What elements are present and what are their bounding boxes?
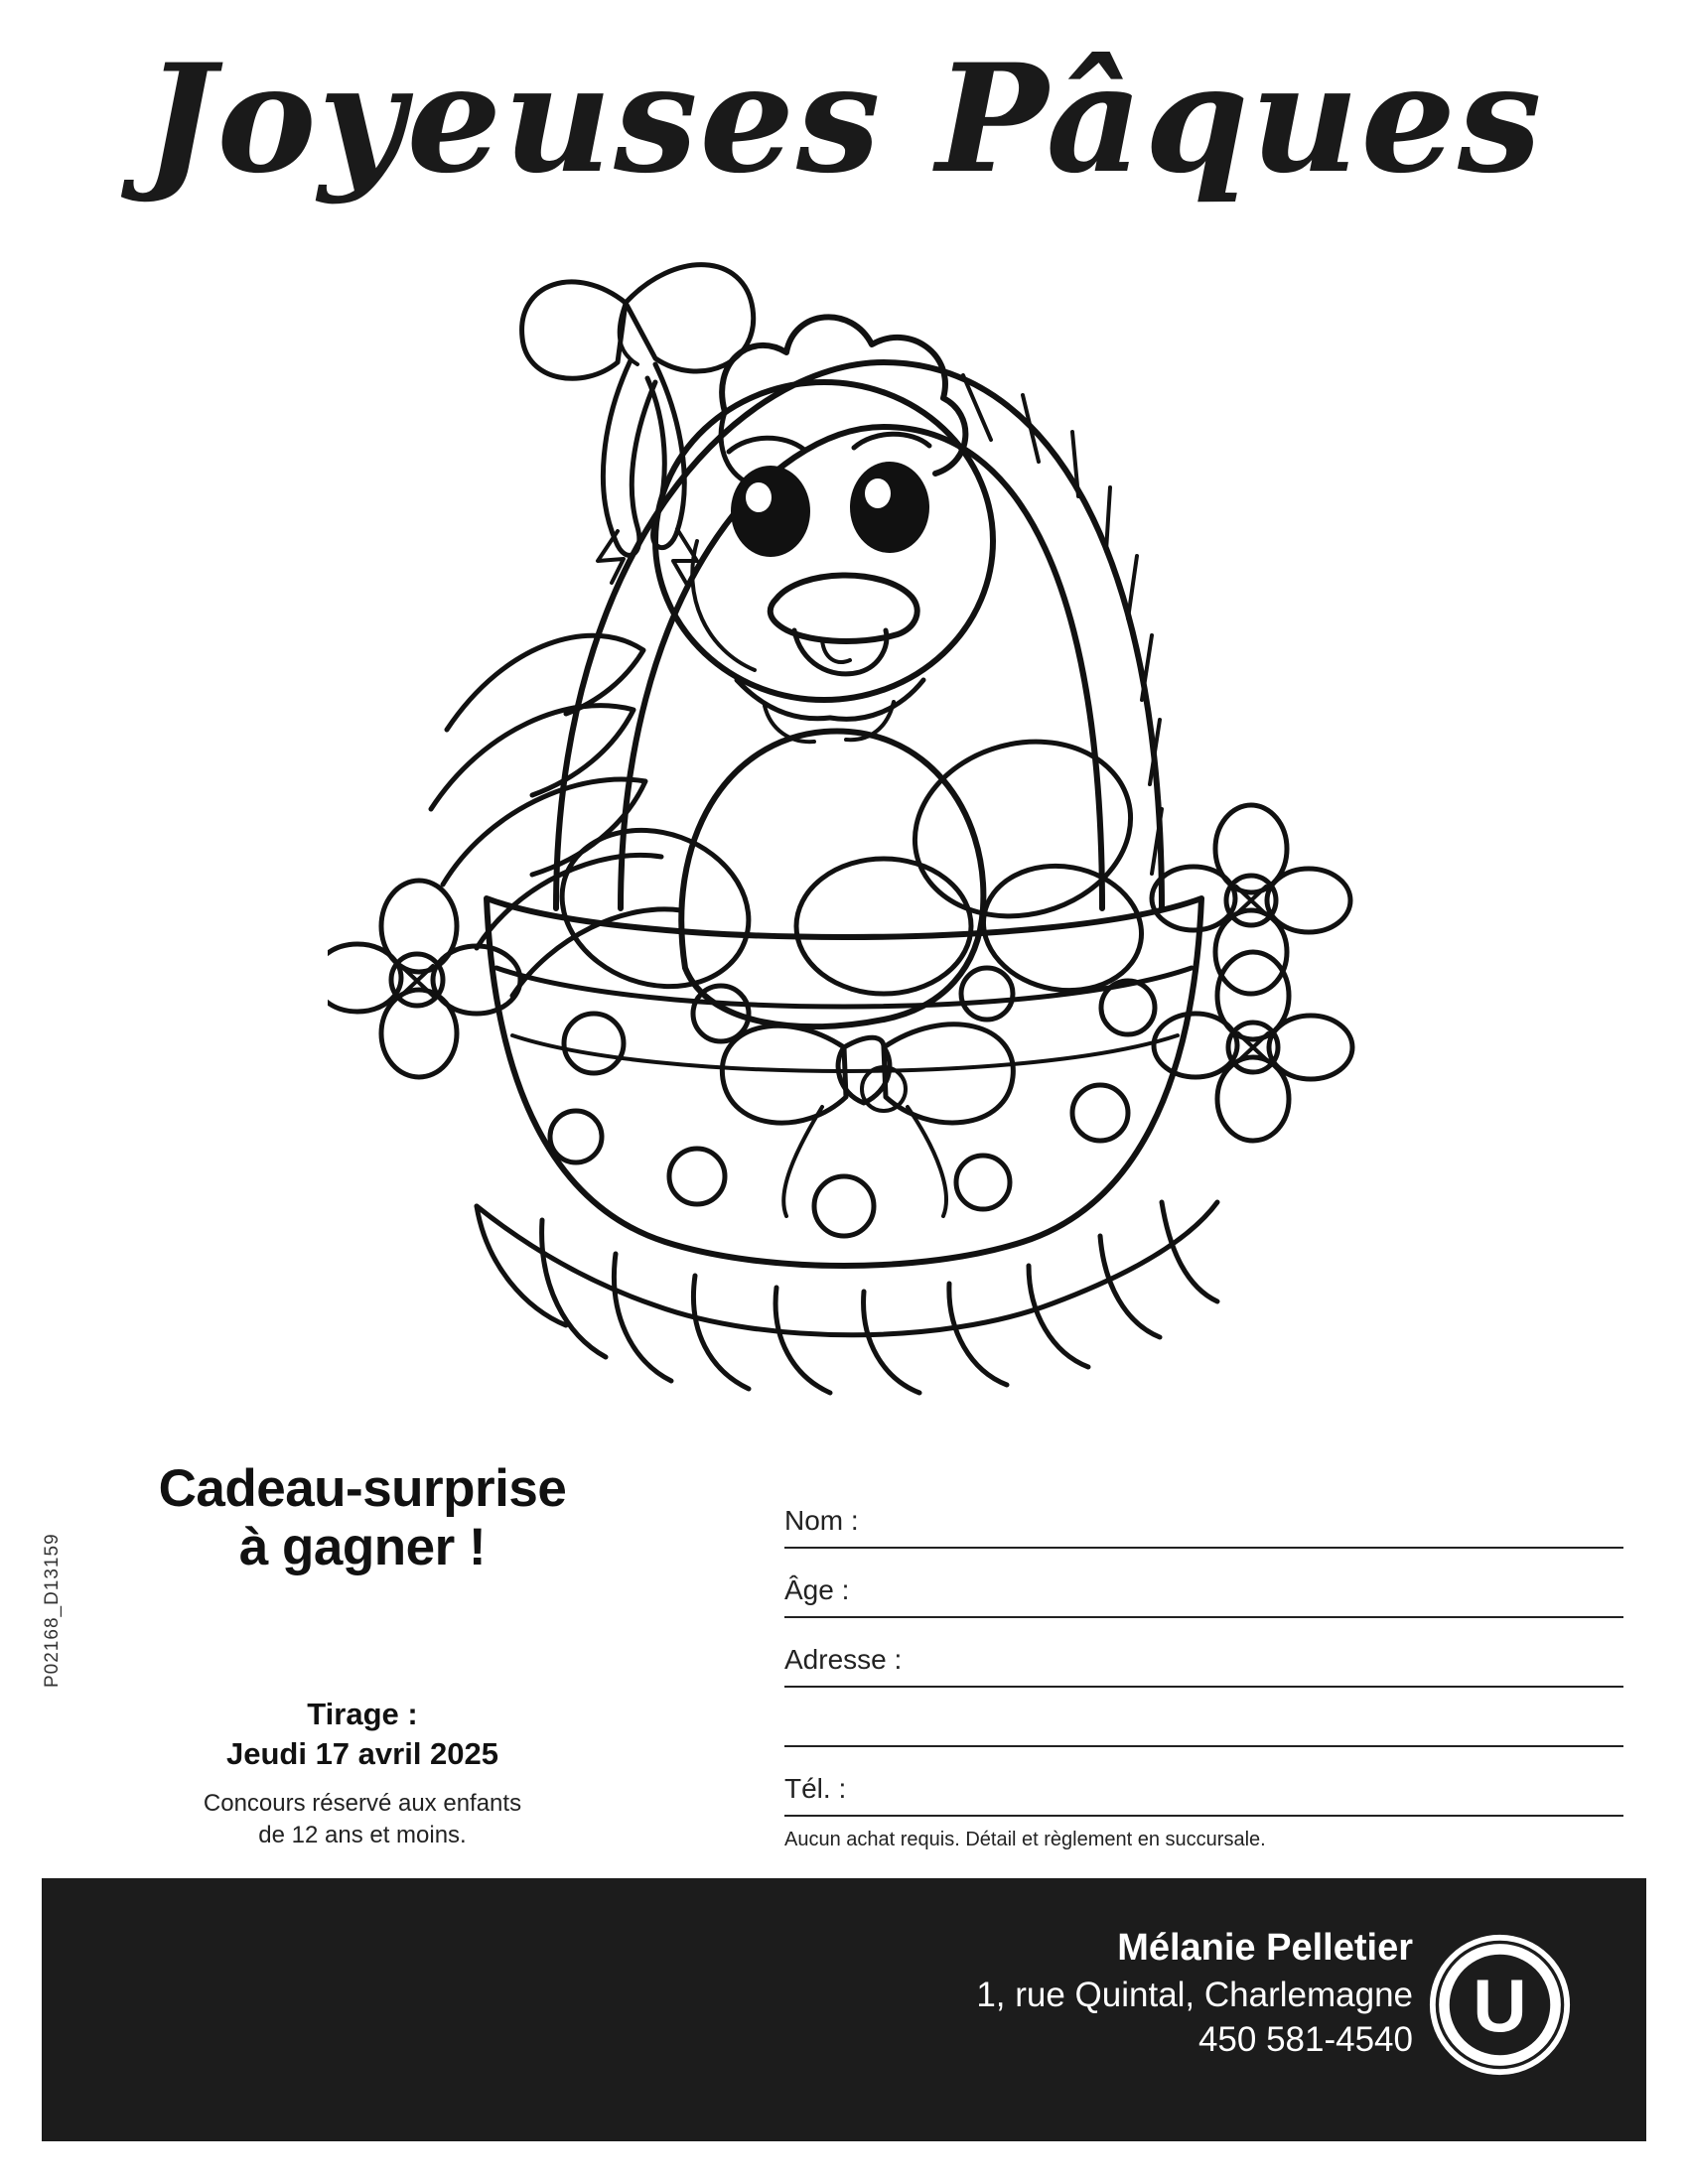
form-label-age: Âge : <box>784 1574 850 1605</box>
headline-line-2: à gagner ! <box>238 1518 487 1577</box>
form-label-nom: Nom : <box>784 1505 859 1536</box>
form-row-nom[interactable] <box>784 1479 1623 1549</box>
contest-rules <box>94 1788 631 1850</box>
easter-basket-chick-coloring-illustration <box>328 213 1360 1405</box>
draw-date: Jeudi 17 avril 2025 <box>225 1736 499 1772</box>
form-row-adresse[interactable] <box>784 1618 1623 1688</box>
merchant-address: 1, rue Quintal, Charlemagne <box>976 1975 1413 2014</box>
u-logo-icon <box>1428 1933 1572 2077</box>
promo-column <box>94 1459 631 1851</box>
rules-line-2: de 12 ans et moins. <box>258 1821 467 1848</box>
form-row-adresse-continued[interactable] <box>784 1688 1623 1747</box>
page-title: Joyeuses Pâques <box>144 32 1544 206</box>
merchant-phone: 450 581-4540 <box>1197 2020 1413 2059</box>
form-label-adresse: Adresse : <box>784 1644 903 1675</box>
draw-info <box>94 1695 631 1775</box>
headline-line-1: Cadeau-surprise <box>158 1459 567 1518</box>
footer-contact <box>976 1925 1413 2063</box>
merchant-name: Mélanie Pelletier <box>1117 1927 1413 1969</box>
entry-form <box>784 1479 1623 1851</box>
form-label-tel: Tél. : <box>784 1773 847 1804</box>
draw-label: Tirage : <box>307 1696 418 1731</box>
form-legal-text: Aucun achat requis. Détail et règlement en succursale. <box>784 1829 1266 1850</box>
form-row-age[interactable] <box>784 1549 1623 1618</box>
svg-text:U: U <box>1473 1964 1527 2048</box>
rules-line-1: Concours réservé aux enfants <box>203 1790 522 1818</box>
page-headline <box>94 1459 631 1577</box>
footer-bar <box>42 1878 1646 2141</box>
document-code: P02168_D13159 <box>42 1533 63 1688</box>
form-row-tel[interactable] <box>784 1747 1623 1817</box>
